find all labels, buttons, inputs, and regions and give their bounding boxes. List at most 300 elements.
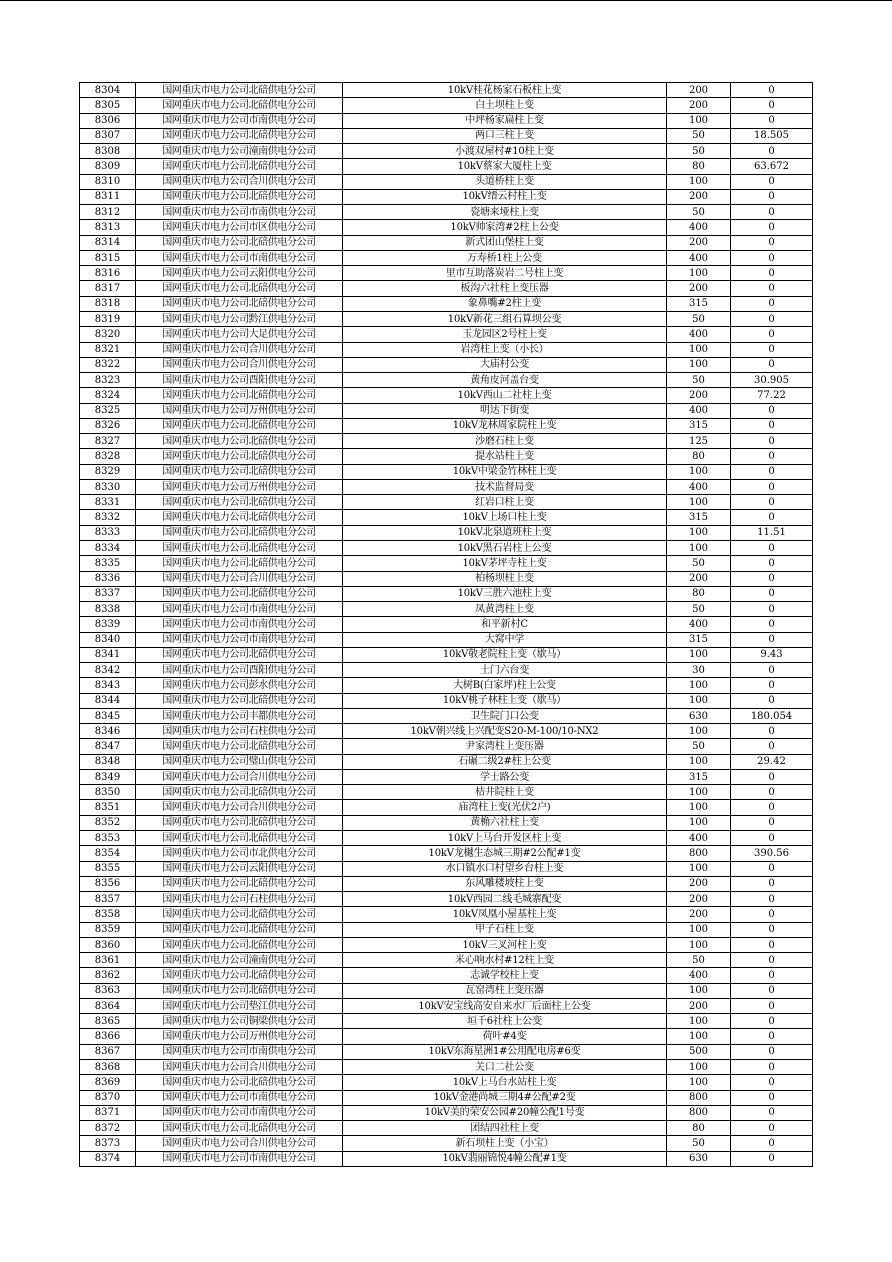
transformer-name-cell: 10kV美的荣安公园#20幢公配1号变: [343, 1105, 667, 1120]
value-cell: 9.43: [731, 647, 813, 662]
company-cell: 国网重庆市电力公司酉阳供电分公司: [136, 373, 343, 388]
table-row: [80, 510, 813, 525]
table-row: [80, 479, 813, 494]
company-cell: 国网重庆市电力公司北碚供电分公司: [136, 281, 343, 296]
table-row: [80, 418, 813, 433]
row-number-cell: 8361: [80, 953, 136, 968]
company-cell: 国网重庆市电力公司彭水供电分公司: [136, 678, 343, 693]
table-row: [80, 922, 813, 937]
company-cell: 国网重庆市电力公司合川供电分公司: [136, 342, 343, 357]
company-cell: 国网重庆市电力公司市南供电分公司: [136, 1090, 343, 1105]
table-row: [80, 953, 813, 968]
capacity-cell: 100: [667, 937, 731, 952]
company-cell: 国网重庆市电力公司垫江供电分公司: [136, 998, 343, 1013]
table-row: [80, 571, 813, 586]
company-cell: 国网重庆市电力公司市南供电分公司: [136, 632, 343, 647]
company-cell: 国网重庆市电力公司北碚供电分公司: [136, 1121, 343, 1136]
row-number-cell: 8304: [80, 83, 136, 98]
capacity-cell: 100: [667, 525, 731, 540]
transformer-name-cell: 新石坝柱上变（小宝）: [343, 1136, 667, 1151]
company-cell: 国网重庆市电力公司北碚供电分公司: [136, 693, 343, 708]
capacity-cell: 100: [667, 754, 731, 769]
row-number-cell: 8358: [80, 907, 136, 922]
company-cell: 国网重庆市电力公司合川供电分公司: [136, 1136, 343, 1151]
capacity-cell: 50: [667, 602, 731, 617]
table-row: [80, 754, 813, 769]
capacity-cell: 315: [667, 769, 731, 784]
transformer-name-cell: 新式团山堡柱上变: [343, 235, 667, 250]
company-cell: 国网重庆市电力公司北碚供电分公司: [136, 907, 343, 922]
company-cell: 国网重庆市电力公司北碚供电分公司: [136, 876, 343, 891]
row-number-cell: 8322: [80, 357, 136, 372]
capacity-cell: 315: [667, 510, 731, 525]
row-number-cell: 8323: [80, 373, 136, 388]
table-row: [80, 968, 813, 983]
transformer-name-cell: 团结四社柱上变: [343, 1121, 667, 1136]
table-row: [80, 388, 813, 403]
company-cell: 国网重庆市电力公司石柱供电分公司: [136, 892, 343, 907]
row-number-cell: 8325: [80, 403, 136, 418]
capacity-cell: 50: [667, 311, 731, 326]
capacity-cell: 50: [667, 128, 731, 143]
value-cell: 30.905: [731, 373, 813, 388]
value-cell: 390.56: [731, 846, 813, 861]
row-number-cell: 8320: [80, 327, 136, 342]
company-cell: 国网重庆市电力公司北碚供电分公司: [136, 983, 343, 998]
value-cell: 0: [731, 815, 813, 830]
table-row: [80, 602, 813, 617]
capacity-cell: 630: [667, 708, 731, 723]
table-row: [80, 98, 813, 113]
row-number-cell: 8348: [80, 754, 136, 769]
row-number-cell: 8333: [80, 525, 136, 540]
table-row: [80, 586, 813, 601]
company-cell: 国网重庆市电力公司潼南供电分公司: [136, 953, 343, 968]
company-cell: 国网重庆市电力公司市南供电分公司: [136, 205, 343, 220]
row-number-cell: 8363: [80, 983, 136, 998]
company-cell: 国网重庆市电力公司北碚供电分公司: [136, 647, 343, 662]
company-cell: 国网重庆市电力公司北碚供电分公司: [136, 418, 343, 433]
capacity-cell: 630: [667, 1151, 731, 1166]
value-cell: 0: [731, 907, 813, 922]
transformer-name-cell: 小渡双屋村#10柱上变: [343, 144, 667, 159]
company-cell: 国网重庆市电力公司万州供电分公司: [136, 1029, 343, 1044]
capacity-cell: 800: [667, 1105, 731, 1120]
value-cell: 0: [731, 1090, 813, 1105]
company-cell: 国网重庆市电力公司万州供电分公司: [136, 479, 343, 494]
capacity-cell: 200: [667, 388, 731, 403]
transformer-name-cell: 10kV茅坪寺柱上变: [343, 556, 667, 571]
row-number-cell: 8312: [80, 205, 136, 220]
value-cell: 0: [731, 1044, 813, 1059]
capacity-cell: 400: [667, 327, 731, 342]
table-row: [80, 632, 813, 647]
value-cell: 0: [731, 464, 813, 479]
capacity-cell: 100: [667, 174, 731, 189]
row-number-cell: 8332: [80, 510, 136, 525]
value-cell: 0: [731, 174, 813, 189]
value-cell: 0: [731, 357, 813, 372]
row-number-cell: 8341: [80, 647, 136, 662]
capacity-cell: 100: [667, 464, 731, 479]
value-cell: 0: [731, 281, 813, 296]
table-row: [80, 205, 813, 220]
company-cell: 国网重庆市电力公司北碚供电分公司: [136, 586, 343, 601]
transformer-name-cell: 10kV黑石岩柱上公变: [343, 540, 667, 555]
row-number-cell: 8334: [80, 540, 136, 555]
table-row: [80, 708, 813, 723]
company-cell: 国网重庆市电力公司市南供电分公司: [136, 1044, 343, 1059]
value-cell: 0: [731, 479, 813, 494]
transformer-name-cell: 关口二社公变: [343, 1060, 667, 1075]
table-body: [80, 83, 813, 1167]
table-row: [80, 693, 813, 708]
transformer-name-cell: 10kV桃子林柱上变（歇马）: [343, 693, 667, 708]
row-number-cell: 8343: [80, 678, 136, 693]
table-row: [80, 174, 813, 189]
value-cell: 0: [731, 586, 813, 601]
company-cell: 国网重庆市电力公司璧山供电分公司: [136, 754, 343, 769]
transformer-name-cell: 10kV蔡家大厦柱上变: [343, 159, 667, 174]
company-cell: 国网重庆市电力公司合川供电分公司: [136, 800, 343, 815]
value-cell: 0: [731, 342, 813, 357]
company-cell: 国网重庆市电力公司北碚供电分公司: [136, 968, 343, 983]
transformer-name-cell: 10kV上马台开发区柱上变: [343, 831, 667, 846]
company-cell: 国网重庆市电力公司合川供电分公司: [136, 571, 343, 586]
row-number-cell: 8357: [80, 892, 136, 907]
transformer-name-cell: 明达下街变: [343, 403, 667, 418]
value-cell: 0: [731, 1075, 813, 1090]
table-row: [80, 296, 813, 311]
value-cell: 0: [731, 205, 813, 220]
table-row: [80, 769, 813, 784]
value-cell: 0: [731, 602, 813, 617]
transformer-name-cell: 10kV新花三组石算坝公变: [343, 311, 667, 326]
table-row: [80, 998, 813, 1013]
value-cell: 77.22: [731, 388, 813, 403]
company-cell: 国网重庆市电力公司合川供电分公司: [136, 1060, 343, 1075]
table-row: [80, 1060, 813, 1075]
table-row: [80, 220, 813, 235]
row-number-cell: 8370: [80, 1090, 136, 1105]
row-number-cell: 8306: [80, 113, 136, 128]
row-number-cell: 8321: [80, 342, 136, 357]
value-cell: 0: [731, 892, 813, 907]
capacity-cell: 50: [667, 556, 731, 571]
capacity-cell: 50: [667, 373, 731, 388]
table-row: [80, 1151, 813, 1166]
transformer-name-cell: 红岩口柱上变: [343, 495, 667, 510]
table-row: [80, 1105, 813, 1120]
table-row: [80, 144, 813, 159]
transformer-name-cell: 10kV敬老院柱上变（歇马）: [343, 647, 667, 662]
table-row: [80, 189, 813, 204]
capacity-cell: 400: [667, 479, 731, 494]
company-cell: 国网重庆市电力公司市南供电分公司: [136, 602, 343, 617]
row-number-cell: 8355: [80, 861, 136, 876]
transformer-name-cell: 瓦窑湾柱上变压器: [343, 983, 667, 998]
value-cell: 11.51: [731, 525, 813, 540]
transformer-name-cell: 10kV西山二社柱上变: [343, 388, 667, 403]
value-cell: 0: [731, 769, 813, 784]
capacity-cell: 100: [667, 495, 731, 510]
row-number-cell: 8346: [80, 724, 136, 739]
capacity-cell: 100: [667, 1029, 731, 1044]
value-cell: 29.42: [731, 754, 813, 769]
row-number-cell: 8319: [80, 311, 136, 326]
table-row: [80, 647, 813, 662]
capacity-cell: 80: [667, 449, 731, 464]
row-number-cell: 8350: [80, 785, 136, 800]
row-number-cell: 8335: [80, 556, 136, 571]
value-cell: 63.672: [731, 159, 813, 174]
table-row: [80, 1029, 813, 1044]
table-row: [80, 281, 813, 296]
transformer-name-cell: 10kV翡丽锦悦4幢公配#1变: [343, 1151, 667, 1166]
capacity-cell: 100: [667, 113, 731, 128]
row-number-cell: 8317: [80, 281, 136, 296]
transformer-name-cell: 10kV东海星洲1#公用配电房#6变: [343, 1044, 667, 1059]
capacity-cell: 315: [667, 418, 731, 433]
transformer-name-cell: 10kV帅家湾#2柱上公变: [343, 220, 667, 235]
table-row: [80, 983, 813, 998]
value-cell: 0: [731, 831, 813, 846]
row-number-cell: 8307: [80, 128, 136, 143]
company-cell: 国网重庆市电力公司丰都供电分公司: [136, 708, 343, 723]
capacity-cell: 200: [667, 892, 731, 907]
transformer-name-cell: 尹家湾柱上变压器: [343, 739, 667, 754]
value-cell: 0: [731, 1014, 813, 1029]
value-cell: 0: [731, 189, 813, 204]
capacity-cell: 200: [667, 235, 731, 250]
row-number-cell: 8309: [80, 159, 136, 174]
capacity-cell: 100: [667, 1075, 731, 1090]
transformer-name-cell: 10kV龙林周家院柱上变: [343, 418, 667, 433]
capacity-cell: 200: [667, 83, 731, 98]
value-cell: 0: [731, 434, 813, 449]
value-cell: 0: [731, 540, 813, 555]
transformer-name-cell: 桔井院柱上变: [343, 785, 667, 800]
capacity-cell: 100: [667, 724, 731, 739]
transformer-name-cell: 10kV中梁金竹林柱上变: [343, 464, 667, 479]
company-cell: 国网重庆市电力公司北碚供电分公司: [136, 785, 343, 800]
value-cell: 0: [731, 296, 813, 311]
transformer-name-cell: 10kV北泉道班柱上变: [343, 525, 667, 540]
company-cell: 国网重庆市电力公司北碚供电分公司: [136, 495, 343, 510]
value-cell: 0: [731, 220, 813, 235]
table-row: [80, 846, 813, 861]
value-cell: 0: [731, 510, 813, 525]
value-cell: 0: [731, 1029, 813, 1044]
row-number-cell: 8352: [80, 815, 136, 830]
table-row: [80, 724, 813, 739]
capacity-cell: 200: [667, 189, 731, 204]
value-cell: 0: [731, 922, 813, 937]
table-row: [80, 556, 813, 571]
value-cell: 0: [731, 556, 813, 571]
company-cell: 国网重庆市电力公司北碚供电分公司: [136, 434, 343, 449]
transformer-name-cell: 沙磨石柱上变: [343, 434, 667, 449]
value-cell: 0: [731, 937, 813, 952]
row-number-cell: 8313: [80, 220, 136, 235]
row-number-cell: 8366: [80, 1029, 136, 1044]
row-number-cell: 8362: [80, 968, 136, 983]
value-cell: 0: [731, 83, 813, 98]
value-cell: 0: [731, 1136, 813, 1151]
capacity-cell: 400: [667, 220, 731, 235]
value-cell: 0: [731, 876, 813, 891]
table-row: [80, 128, 813, 143]
company-cell: 国网重庆市电力公司北碚供电分公司: [136, 540, 343, 555]
value-cell: 0: [731, 495, 813, 510]
company-cell: 国网重庆市电力公司北碚供电分公司: [136, 449, 343, 464]
table-row: [80, 1014, 813, 1029]
table-row: [80, 434, 813, 449]
value-cell: 0: [731, 678, 813, 693]
company-cell: 国网重庆市电力公司北碚供电分公司: [136, 1075, 343, 1090]
value-cell: 0: [731, 998, 813, 1013]
transformer-name-cell: 10kV龙樾生态城三期#2公配#1变: [343, 846, 667, 861]
capacity-cell: 100: [667, 800, 731, 815]
transformer-name-cell: 里市互助落炭岩二号柱上变: [343, 266, 667, 281]
table-row: [80, 311, 813, 326]
table-row: [80, 235, 813, 250]
company-cell: 国网重庆市电力公司潼南供电分公司: [136, 144, 343, 159]
row-number-cell: 8368: [80, 1060, 136, 1075]
table-row: [80, 1075, 813, 1090]
transformer-name-cell: 黄角皮河盖台变: [343, 373, 667, 388]
value-cell: 0: [731, 1060, 813, 1075]
transformer-name-cell: 志诚学校柱上变: [343, 968, 667, 983]
capacity-cell: 200: [667, 281, 731, 296]
row-number-cell: 8340: [80, 632, 136, 647]
company-cell: 国网重庆市电力公司合川供电分公司: [136, 174, 343, 189]
capacity-cell: 80: [667, 586, 731, 601]
transformer-name-cell: 水口镇水口村望乡台柱上变: [343, 861, 667, 876]
capacity-cell: 200: [667, 998, 731, 1013]
transformer-name-cell: 岩湾柱上变（小长）: [343, 342, 667, 357]
transformer-name-cell: 白土坝柱上变: [343, 98, 667, 113]
row-number-cell: 8308: [80, 144, 136, 159]
table-row: [80, 357, 813, 372]
capacity-cell: 315: [667, 632, 731, 647]
company-cell: 国网重庆市电力公司市南供电分公司: [136, 250, 343, 265]
value-cell: 0: [731, 1151, 813, 1166]
transformer-name-cell: 荷叶#4变: [343, 1029, 667, 1044]
capacity-cell: 200: [667, 98, 731, 113]
value-cell: 0: [731, 250, 813, 265]
capacity-cell: 100: [667, 1014, 731, 1029]
capacity-cell: 315: [667, 296, 731, 311]
company-cell: 国网重庆市电力公司北碚供电分公司: [136, 831, 343, 846]
capacity-cell: 200: [667, 907, 731, 922]
row-number-cell: 8369: [80, 1075, 136, 1090]
transformer-name-cell: 石碾二级2#柱上公变: [343, 754, 667, 769]
company-cell: 国网重庆市电力公司云阳供电分公司: [136, 266, 343, 281]
table-row: [80, 327, 813, 342]
transformer-name-cell: 凤黄湾柱上变: [343, 602, 667, 617]
row-number-cell: 8356: [80, 876, 136, 891]
row-number-cell: 8316: [80, 266, 136, 281]
capacity-cell: 800: [667, 846, 731, 861]
transformer-name-cell: 10kV上马台水站柱上变: [343, 1075, 667, 1090]
company-cell: 国网重庆市电力公司酉阳供电分公司: [136, 663, 343, 678]
company-cell: 国网重庆市电力公司北碚供电分公司: [136, 510, 343, 525]
row-number-cell: 8327: [80, 434, 136, 449]
transformer-name-cell: 10kV安宝线高安自来水厂后面柱上公变: [343, 998, 667, 1013]
table-row: [80, 525, 813, 540]
value-cell: 0: [731, 693, 813, 708]
table-row: [80, 892, 813, 907]
transformer-name-cell: 玉龙园区2号柱上变: [343, 327, 667, 342]
row-number-cell: 8330: [80, 479, 136, 494]
transformer-name-cell: 头道桥柱上变: [343, 174, 667, 189]
capacity-cell: 400: [667, 403, 731, 418]
table-row: [80, 1090, 813, 1105]
company-cell: 国网重庆市电力公司万州供电分公司: [136, 403, 343, 418]
transformer-name-cell: 中坪杨家扁柱上变: [343, 113, 667, 128]
capacity-cell: 50: [667, 144, 731, 159]
row-number-cell: 8345: [80, 708, 136, 723]
company-cell: 国网重庆市电力公司大足供电分公司: [136, 327, 343, 342]
value-cell: 0: [731, 724, 813, 739]
capacity-cell: 100: [667, 693, 731, 708]
company-cell: 国网重庆市电力公司合川供电分公司: [136, 357, 343, 372]
value-cell: 0: [731, 739, 813, 754]
transformer-name-cell: 板沟六社柱上变压器: [343, 281, 667, 296]
capacity-cell: 80: [667, 1121, 731, 1136]
transformer-table: [79, 82, 813, 1167]
transformer-name-cell: 象鼻嘴#2柱上变: [343, 296, 667, 311]
company-cell: 国网重庆市电力公司北碚供电分公司: [136, 235, 343, 250]
transformer-name-cell: 两口三柱上变: [343, 128, 667, 143]
transformer-name-cell: 10kV金港尚城三期4#公配#2变: [343, 1090, 667, 1105]
row-number-cell: 8367: [80, 1044, 136, 1059]
row-number-cell: 8364: [80, 998, 136, 1013]
capacity-cell: 125: [667, 434, 731, 449]
company-cell: 国网重庆市电力公司北碚供电分公司: [136, 388, 343, 403]
table-row: [80, 250, 813, 265]
row-number-cell: 8353: [80, 831, 136, 846]
transformer-name-cell: 和平新村C: [343, 617, 667, 632]
table-row: [80, 815, 813, 830]
value-cell: 0: [731, 144, 813, 159]
capacity-cell: 100: [667, 647, 731, 662]
company-cell: 国网重庆市电力公司北碚供电分公司: [136, 815, 343, 830]
company-cell: 国网重庆市电力公司北碚供电分公司: [136, 128, 343, 143]
table-row: [80, 495, 813, 510]
row-number-cell: 8336: [80, 571, 136, 586]
capacity-cell: 100: [667, 861, 731, 876]
company-cell: 国网重庆市电力公司云阳供电分公司: [136, 861, 343, 876]
company-cell: 国网重庆市电力公司北碚供电分公司: [136, 83, 343, 98]
transformer-name-cell: 技术监督局变: [343, 479, 667, 494]
value-cell: 180.054: [731, 708, 813, 723]
transformer-name-cell: 10kV上场口柱上变: [343, 510, 667, 525]
table-row: [80, 663, 813, 678]
company-cell: 国网重庆市电力公司北碚供电分公司: [136, 937, 343, 952]
transformer-name-cell: 大窝中学: [343, 632, 667, 647]
table-row: [80, 113, 813, 128]
value-cell: 0: [731, 113, 813, 128]
value-cell: 0: [731, 861, 813, 876]
value-cell: 0: [731, 403, 813, 418]
company-cell: 国网重庆市电力公司市南供电分公司: [136, 1105, 343, 1120]
transformer-name-cell: 土门六台变: [343, 663, 667, 678]
table-row: [80, 1136, 813, 1151]
company-cell: 国网重庆市电力公司市北供电分公司: [136, 846, 343, 861]
capacity-cell: 800: [667, 1090, 731, 1105]
